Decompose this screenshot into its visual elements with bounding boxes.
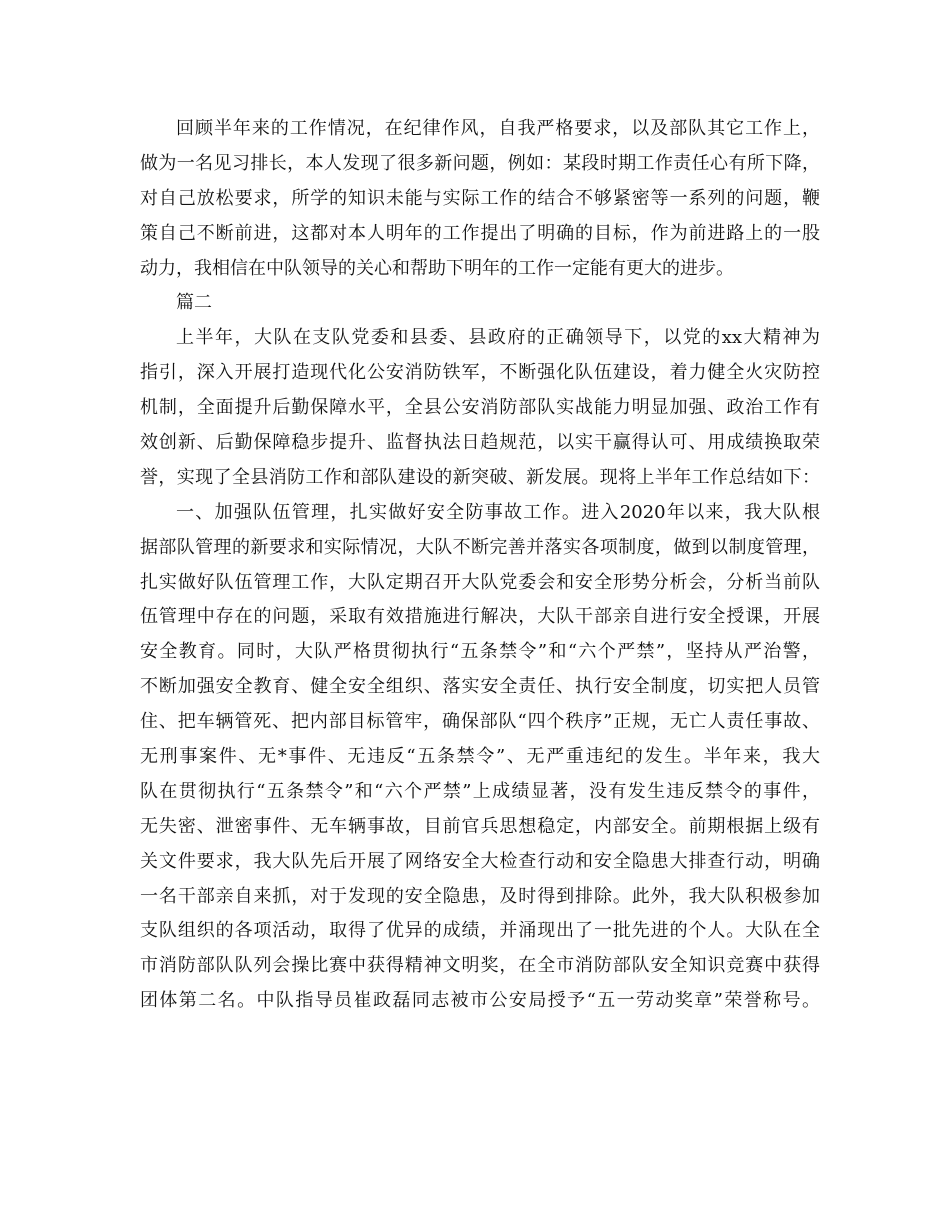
document-body (140, 112, 820, 1019)
paragraph-line: 关文件要求，我大队先后开展了网络安全大检查行动和安全隐患大排查行动，明确 (140, 850, 820, 872)
paragraph-line: 一、加强队伍管理，扎实做好安全防事故工作。进入2020年以来，我大队根 (176, 501, 820, 523)
paragraph-line: 无刑事案件、无*事件、无违反“五条禁令”、无严重违纪的发生。半年来，我大 (140, 746, 820, 768)
paragraph-line: 上半年，大队在支队党委和县委、县政府的正确领导下，以党的xx大精神为 (176, 327, 820, 349)
paragraph-line: 市消防部队队列会操比赛中获得精神文明奖，在全市消防部队安全知识竞赛中获得 (140, 955, 820, 977)
paragraph-line: 队在贯彻执行“五条禁令”和“六个严禁”上成绩显著，没有发生违反禁令的事件， (140, 780, 820, 802)
paragraph-line: 对自己放松要求，所学的知识未能与实际工作的结合不够紧密等一系列的问题，鞭 (140, 187, 820, 209)
paragraph-line: 据部队管理的新要求和实际情况，大队不断完善并落实各项制度，做到以制度管理， (140, 536, 820, 558)
paragraph-line: 团体第二名。中队指导员崔政磊同志被市公安局授予“五一劳动奖章”荣誉称号。 (140, 990, 820, 1012)
paragraph-line: 住、把车辆管死、把内部目标管牢，确保部队“四个秩序”正规，无亡人责任事故、 (140, 711, 820, 733)
paragraph-line: 支队组织的各项活动，取得了优异的成绩，并涌现出了一批先进的个人。大队在全 (140, 920, 820, 942)
paragraph-line: 指引，深入开展打造现代化公安消防铁军，不断强化队伍建设，着力健全火灾防控 (140, 362, 820, 384)
paragraph-line: 伍管理中存在的问题，采取有效措施进行解决，大队干部亲自进行安全授课，开展 (140, 606, 820, 628)
paragraph-line: 扎实做好队伍管理工作，大队定期召开大队党委会和安全形势分析会，分析当前队 (140, 571, 820, 593)
paragraph-line: 动力，我相信在中队领导的关心和帮助下明年的工作一定能有更大的进步。 (140, 257, 734, 279)
paragraph-line: 策自己不断前进，这都对本人明年的工作提出了明确的目标，作为前进路上的一股 (140, 222, 820, 244)
paragraph-line: 不断加强安全教育、健全安全组织、落实安全责任、执行安全制度，切实把人员管 (140, 676, 820, 698)
paragraph-line: 誉，实现了全县消防工作和部队建设的新突破、新发展。现将上半年工作总结如下： (140, 466, 820, 488)
paragraph-line: 安全教育。同时，大队严格贯彻执行“五条禁令”和“六个严禁”，坚持从严治警， (140, 641, 820, 663)
paragraph-line: 一名干部亲自来抓，对于发现的安全隐患，及时得到排除。此外，我大队积极参加 (140, 885, 820, 907)
paragraph-line: 回顾半年来的工作情况，在纪律作风，自我严格要求，以及部队其它工作上， (176, 118, 820, 139)
paragraph-line: 无失密、泄密事件、无车辆事故，目前官兵思想稳定，内部安全。前期根据上级有 (140, 815, 820, 837)
paragraph-line: 机制，全面提升后勤保障水平，全县公安消防部队实战能力明显加强、政治工作有 (140, 397, 820, 419)
section-heading: 篇二 (176, 292, 212, 314)
paragraph-line: 效创新、后勤保障稳步提升、监督执法日趋规范，以实干赢得认可、用成绩换取荣 (140, 432, 820, 454)
paragraph-line: 做为一名见习排长，本人发现了很多新问题，例如：某段时期工作责任心有所下降， (140, 152, 820, 174)
